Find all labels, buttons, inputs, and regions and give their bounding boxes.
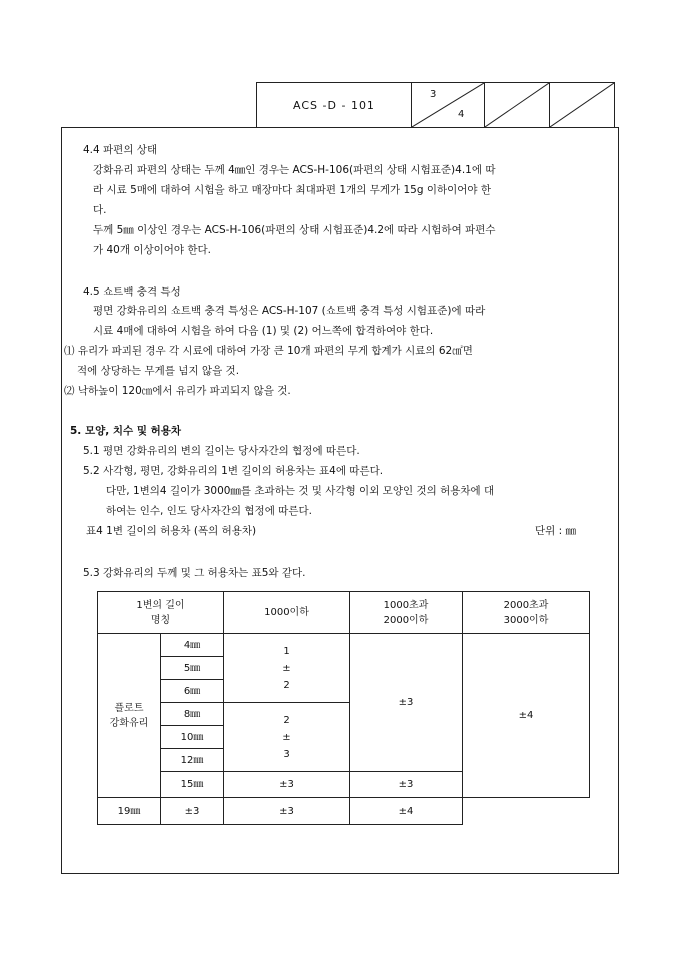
section-4-4-title: 4.4 파편의 상태 [83, 144, 158, 156]
thickness-cell: 19㎜ [98, 798, 161, 825]
list-item-1: ⑴ 유리가 파괴된 경우 각 시료에 대하여 가장 큰 10개 파편의 무게 합계가 시료의 62㎠면 [64, 345, 473, 357]
header-col-2: 1000초과 2000이하 [350, 592, 463, 634]
thickness-cell: 15㎜ [161, 772, 224, 798]
header-col-3: 2000초과 3000이하 [463, 592, 590, 634]
tolerance-cell: ±3 [224, 772, 350, 798]
section-5-1: 5.1 평면 강화유리의 변의 길이는 당사자간의 협정에 따른다. [83, 445, 360, 457]
table4-caption: 표4 1변 길이의 허용차 (폭의 허용차) [86, 525, 257, 537]
paragraph-line: 시료 4매에 대하여 시험을 하여 다음 (1) 및 (2) 어느쪽에 합격하여야 한다. [93, 325, 434, 337]
section-5-3: 5.3 강화유리의 두께 및 그 허용차는 표5와 같다. [83, 567, 306, 579]
section-4-5-title: 4.5 쇼트백 충격 특성 [83, 286, 181, 298]
thickness-cell: 6㎜ [161, 680, 224, 703]
section-5-title: 5. 모양, 치수 및 허용차 [70, 425, 182, 437]
section-5-2-cont: 하여는 인수, 인도 당사자간의 협정에 따른다. [106, 505, 312, 517]
tolerance-col3-merged: ±4 [463, 634, 590, 798]
thickness-cell: 10㎜ [161, 726, 224, 749]
blank-box-2 [550, 83, 615, 128]
tolerance-col2-merged: ±3 [350, 634, 463, 772]
section-5-2: 5.2 사각형, 평면, 강화유리의 1변 길이의 허용차는 표4에 따른다. [83, 465, 384, 477]
header-name-cell: 1변의 길이 명칭 [98, 592, 224, 634]
tolerance-cell: ±4 [350, 798, 463, 825]
paragraph-line: 다. [93, 204, 107, 216]
tolerance-group-2: 2 ± 3 [224, 703, 350, 772]
thickness-cell: 12㎜ [161, 749, 224, 772]
thickness-tolerance-table [97, 591, 590, 825]
list-item-2: ⑵ 낙하높이 120㎝에서 유리가 파괴되지 않을 것. [64, 385, 291, 397]
page-total: 4 [458, 109, 465, 120]
page-number-box [412, 83, 485, 128]
document-header [256, 82, 615, 128]
blank-box-1 [485, 83, 550, 128]
header-col-1: 1000이하 [224, 592, 350, 634]
paragraph-line: 라 시료 5매에 대하여 시험을 하고 매장마다 최대파편 1개의 무게가 15g 이하이어야 한 [93, 184, 492, 196]
list-item-1-cont: 적에 상당하는 무게를 넘지 않을 것. [77, 365, 240, 377]
glass-type-cell: 플로트 강화유리 [98, 634, 161, 798]
tolerance-cell: ±3 [161, 798, 224, 825]
thickness-cell: 4㎜ [161, 634, 224, 657]
paragraph-line: 두께 5㎜ 이상인 경우는 ACS-H-106(파편의 상태 시험표준)4.2에 따라 시험하여 파편수 [93, 224, 496, 236]
tolerance-cell: ±3 [350, 772, 463, 798]
tolerance-group-1: 1 ± 2 [224, 634, 350, 703]
tolerance-cell: ±3 [224, 798, 350, 825]
thickness-cell: 5㎜ [161, 657, 224, 680]
paragraph-line: 가 40개 이상이어야 한다. [93, 244, 211, 256]
thickness-cell: 8㎜ [161, 703, 224, 726]
page-current: 3 [430, 89, 437, 100]
paragraph-line: 평면 강화유리의 쇼트백 충격 특성은 ACS-H-107 (쇼트백 충격 특성 시험표준)에 따라 [93, 305, 486, 317]
document-code: ACS -D - 101 [257, 83, 412, 128]
section-5-2-cont: 다만, 1변의4 길이가 3000㎜를 초과하는 것 및 사각형 이외 모양인 것의 허용차에 대 [106, 485, 495, 497]
table4-unit: 단위 : ㎜ [535, 525, 576, 537]
paragraph-line: 강화유리 파편의 상태는 두께 4㎜인 경우는 ACS-H-106(파편의 상태 시험표준)4.1에 따 [93, 164, 496, 176]
